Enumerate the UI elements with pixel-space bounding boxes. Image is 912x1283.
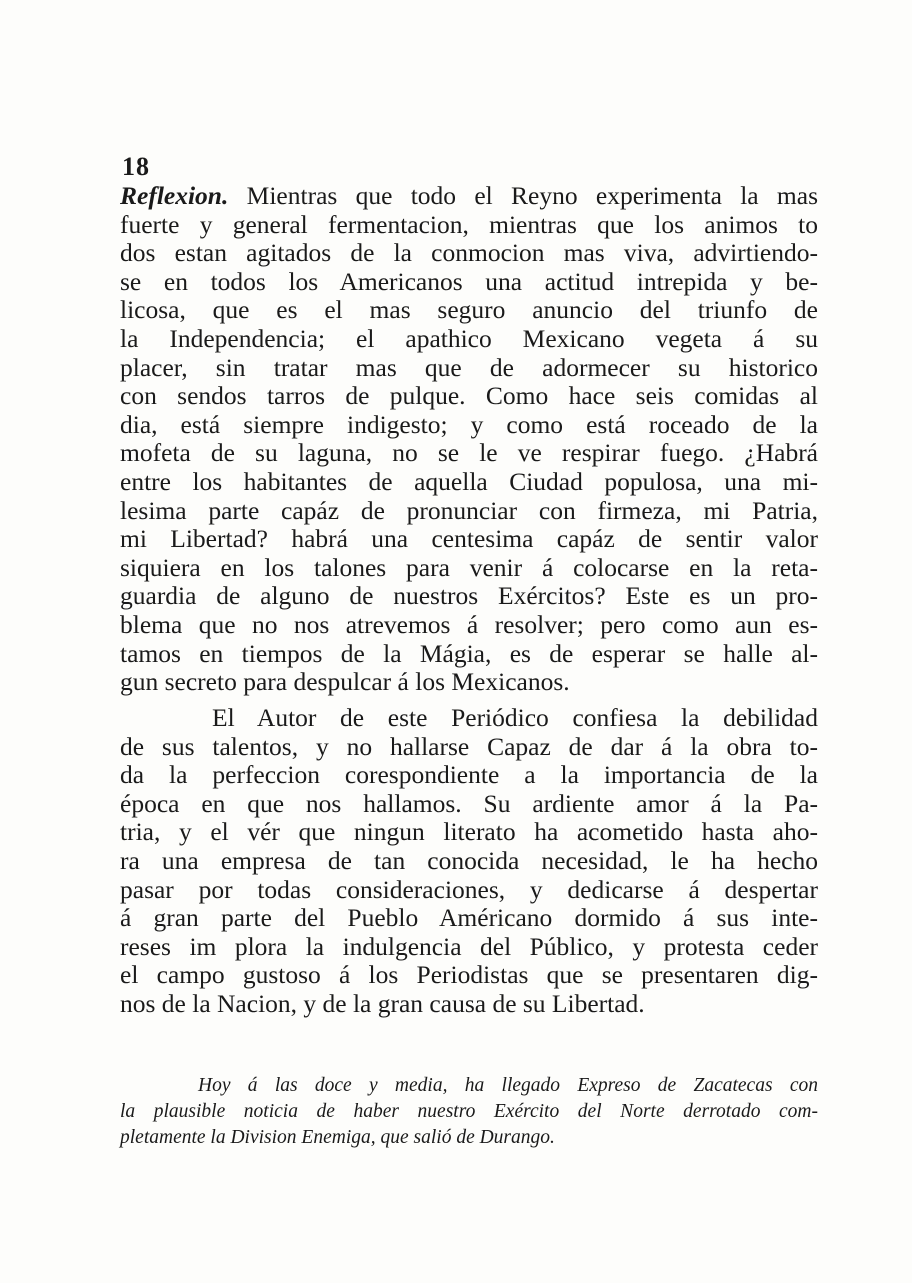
paragraph-line: lesima parte capáz de pronunciar con firmeza, mi Patria, [120,495,818,525]
paragraph-reflexion [120,182,818,697]
paragraph-line: gun secreto para despulcar á los Mexicanos. [120,667,570,697]
paragraph-line: tria, y el vér que ningun literato ha acometido hasta aho- [120,817,818,847]
paragraph-line: la Independencia; el apathico Mexicano vegeta á su [120,323,818,353]
footnote-news [120,1073,818,1151]
paragraph-line: ra una empresa de tan conocida necesidad, le ha hecho [120,845,818,875]
paragraph-line: se en todos los Americanos una actitud intrepida y be- [120,266,818,296]
paragraph-line: el campo gustoso á los Periodistas que se presentaren dig- [120,960,818,990]
paragraph-line: tamos en tiempos de la Mágia, es de esperar se halle al- [120,638,818,668]
paragraph-line: pasar por todas consideraciones, y dedicarse á despertar [120,874,818,904]
paragraph-line: mi Libertad? habrá una centesima capáz de sentir valor [120,524,818,554]
paragraph-line: mofeta de su laguna, no se le ve respirar fuego. ¿Habrá [120,438,818,468]
footnote-line: pletamente la Division Enemiga, que salió de Durango. [120,1127,555,1148]
paragraph-line: siquiera en los talones para venir á colocarse en la reta- [120,552,818,582]
paragraph-line: da la perfeccion corespondiente a la importancia de la [120,760,818,790]
paragraph-line: con sendos tarros de pulque. Como hace seis comidas al [120,381,818,411]
paragraph-line: entre los habitantes de aquella Ciudad populosa, una mi- [120,466,818,496]
page-number: 18 [122,152,150,181]
paragraph-line: á gran parte del Pueblo Américano dormido á sus inte- [120,903,818,933]
paragraph-line: de sus talentos, y no hallarse Capaz de dar á la obra to- [120,731,818,761]
line-text: Mientras que todo el Reyno experimenta la mas [228,181,818,210]
paragraph-line: reses im plora la indulgencia del Público, y protesta ceder [120,931,818,961]
lead-word: Reflexion. [120,181,229,210]
paragraph-author-note [120,704,818,1019]
footnote-line: Hoy á las doce y media, ha llegado Expreso de Zacatecas con [198,1075,818,1096]
paragraph-line: época en que nos hallamos. Su ardiente amor á la Pa- [120,788,818,818]
paragraph-line: licosa, que es el mas seguro anuncio del triunfo de [120,295,818,325]
paragraph-line: dos estan agitados de la conmocion mas viva, advirtiendo- [120,238,818,268]
paragraph-line: fuerte y general fermentacion, mientras que los animos to [120,209,818,239]
footnote-line: la plausible noticia de haber nuestro Exército del Norte derrotado com- [120,1101,818,1122]
paragraph-line [120,182,818,211]
paragraph-line: dia, está siempre indigesto; y como está roceado de la [120,409,818,439]
paragraph-line: blema que no nos atrevemos á resolver; pero como aun es- [120,609,818,639]
paragraph-line: El Autor de este Periódico confiesa la debilidad [212,703,818,732]
paragraph-line: placer, sin tratar mas que de adormecer su historico [120,352,818,382]
paragraph-line: guardia de alguno de nuestros Exércitos? Este es un pro- [120,581,818,611]
paragraph-line: nos de la Nacion, y de la gran causa de su Libertad. [120,988,645,1018]
